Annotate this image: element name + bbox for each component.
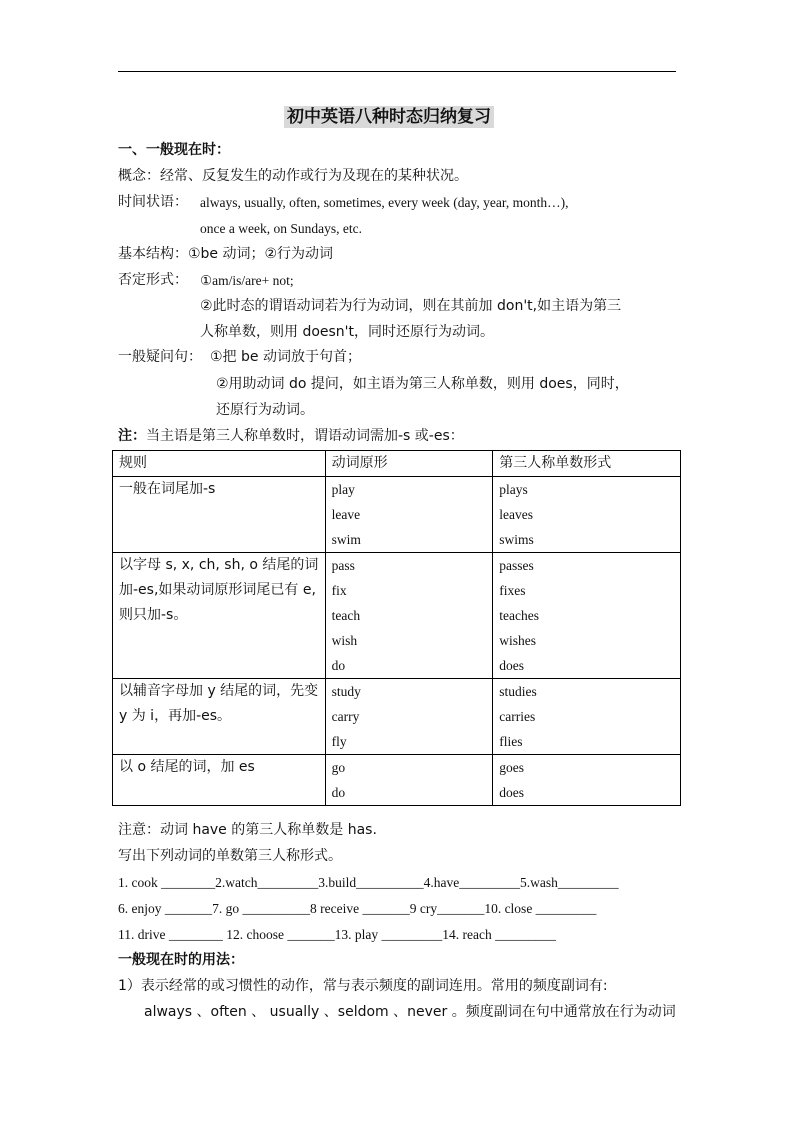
rule-cell: 一般在词尾加-s — [113, 477, 326, 553]
attention-text: 注意：动词 have 的第三人称单数是 has. — [118, 822, 377, 838]
question-rule-2b: 还原行为动词。 — [216, 402, 314, 418]
base-cell: pass fix teach wish do — [325, 553, 493, 679]
time-adverbials-1: always, usually, often, sometimes, every week (day, year, month…), — [200, 195, 569, 210]
note-label: 注： — [118, 428, 146, 444]
document-title: 初中英语八种时态归纳复习 — [284, 106, 494, 128]
third-cell: passes fixes teaches wishes does — [493, 553, 681, 679]
usage-1b: always 、often 、 usually 、seldom 、never 。频度副词在句中通常放在行为动词 — [144, 1004, 676, 1020]
exercise-line-1: 1. cook ________2.watch_________3.build__________4.have_________5.wash_________ — [118, 875, 619, 890]
concept-text: 概念：经常、反复发生的动作或行为及现在的某种状况。 — [118, 168, 468, 184]
rule-cell: 以 o 结尾的词，加 es — [113, 755, 326, 806]
table-header-row — [113, 451, 681, 477]
header-cell: 规则 — [113, 451, 326, 477]
section-heading: 一、一般现在时： — [118, 142, 230, 158]
negative-label: 否定形式： — [118, 272, 188, 288]
exercise-line-3: 11. drive ________ 12. choose _______13. play _________14. reach _________ — [118, 927, 556, 942]
rule-cell: 以辅音字母加 y 结尾的词，先变 y 为 i，再加-es。 — [113, 679, 326, 755]
table-row — [113, 553, 681, 679]
third-cell: studies carries flies — [493, 679, 681, 755]
question-label: 一般疑问句： — [118, 349, 202, 365]
conjugation-table — [112, 450, 681, 806]
time-label: 时间状语： — [118, 194, 188, 210]
header-cell: 动词原形 — [325, 451, 493, 477]
question-rule-2a: ②用助动词 do 提问，如主语为第三人称单数，则用 does，同时， — [216, 376, 629, 392]
table-row — [113, 755, 681, 806]
base-cell: go do — [325, 755, 493, 806]
rule-cell: 以字母 s, x, ch, sh, o 结尾的词加-es,如果动词原形词尾已有 e,则只加-s。 — [113, 553, 326, 679]
exercise-title: 写出下列动词的单数第三人称形式。 — [118, 848, 342, 864]
question-rule-1: ①把 be 动词放于句首； — [210, 349, 361, 365]
negative-rule-1: ①am/is/are+ not; — [200, 273, 294, 288]
table-row — [113, 477, 681, 553]
usage-heading: 一般现在时的用法： — [118, 952, 244, 968]
negative-rule-2a: ②此时态的谓语动词若为行为动词，则在其前加 don't,如主语为第三 — [200, 298, 622, 314]
note-line — [118, 427, 464, 445]
header-rule — [118, 71, 676, 72]
third-cell: plays leaves swims — [493, 477, 681, 553]
base-cell: play leave swim — [325, 477, 493, 553]
base-cell: study carry fly — [325, 679, 493, 755]
time-adverbials-2: once a week, on Sundays, etc. — [200, 221, 362, 236]
structure-text: 基本结构：①be 动词；②行为动词 — [118, 246, 334, 262]
negative-rule-2b: 人称单数，则用 doesn't，同时还原行为动词。 — [200, 324, 495, 340]
third-cell: goes does — [493, 755, 681, 806]
note-text: 当主语是第三人称单数时，谓语动词需加-s 或-es： — [146, 428, 464, 444]
exercise-line-2: 6. enjoy _______7. go __________8 receive _______9 cry_______10. close _________ — [118, 901, 597, 916]
header-cell: 第三人称单数形式 — [493, 451, 681, 477]
usage-1a: 1）表示经常的或习惯性的动作，常与表示频度的副词连用。常用的频度副词有: — [118, 978, 608, 994]
table-row — [113, 679, 681, 755]
